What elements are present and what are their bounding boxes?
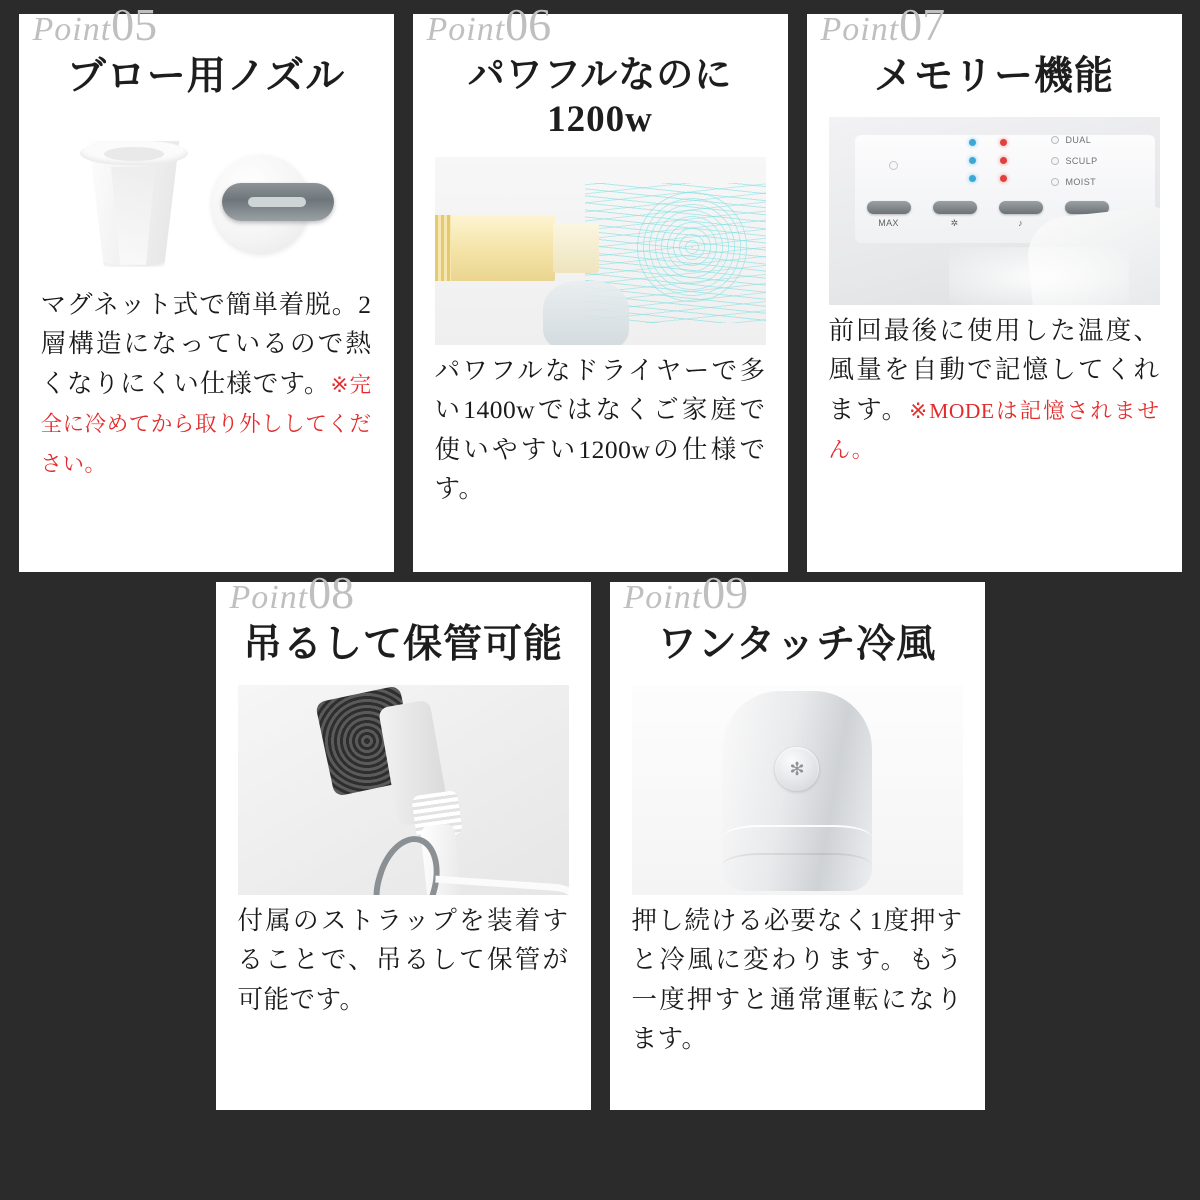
card-body-text bbox=[41, 285, 372, 483]
cool-shot-button-photo bbox=[632, 685, 963, 895]
point-prefix: Point bbox=[623, 579, 703, 616]
mode-dot-icon bbox=[1051, 136, 1059, 144]
dryer-nozzle-tip bbox=[553, 223, 599, 273]
feature-row-bottom bbox=[0, 567, 1200, 1110]
point-label-09 bbox=[624, 566, 749, 619]
led-column-fan bbox=[969, 139, 976, 182]
mode-dot-icon bbox=[1051, 157, 1059, 165]
airflow-photo bbox=[435, 157, 766, 345]
card-body-main: 押し続ける必要なく1度押すと冷風に変わります。もう一度押すと通常運転になります。 bbox=[631, 905, 963, 1054]
mode-dot-icon bbox=[1051, 178, 1059, 186]
card-body-note: ※MODEは記憶されません。 bbox=[828, 398, 1160, 463]
point-label-06 bbox=[427, 0, 552, 51]
feature-row-top bbox=[0, 0, 1200, 572]
body-seam-line bbox=[722, 853, 872, 879]
card-body-main: 前回最後に使用した温度、風量を自動で記憶してくれます。 bbox=[828, 315, 1160, 424]
blow-nozzle-illustration bbox=[41, 125, 372, 285]
point-label-05 bbox=[33, 0, 158, 51]
feature-card-point-05 bbox=[19, 0, 394, 572]
button-label: ♪ bbox=[1018, 218, 1023, 229]
dryer-body-shape bbox=[435, 215, 555, 281]
point-number: 07 bbox=[899, 0, 946, 50]
button-shape bbox=[933, 201, 977, 214]
button-label: MAX bbox=[878, 218, 899, 229]
led-blue bbox=[969, 139, 976, 146]
card-body-text bbox=[632, 901, 963, 1059]
dryer-grill-shape bbox=[435, 215, 451, 281]
mode-label: DUAL bbox=[1065, 134, 1092, 145]
nozzle-icon bbox=[74, 141, 194, 269]
mode-indicator-list bbox=[1051, 135, 1098, 187]
card-body-note: ※完全に冷めてから取り外ししてください。 bbox=[40, 372, 372, 476]
feature-card-point-09 bbox=[610, 567, 985, 1110]
mode-row-dual bbox=[1051, 135, 1098, 145]
card-headline-line1: パワフルなのに bbox=[467, 55, 733, 96]
led-blue bbox=[969, 157, 976, 164]
feature-card-point-07 bbox=[807, 0, 1182, 572]
led-red bbox=[1000, 175, 1007, 182]
card-headline: 吊るして保管可能 bbox=[242, 623, 563, 666]
mode-row-sculp bbox=[1051, 156, 1098, 166]
hanging-strap-photo bbox=[238, 685, 569, 895]
card-body-main: マグネット式で簡単着脱。2層構造になっているので熱くなりにくい仕様です。 bbox=[40, 289, 372, 398]
point-number: 05 bbox=[111, 0, 158, 50]
point-prefix: Point bbox=[820, 11, 900, 48]
card-headline: メモリー機能 bbox=[873, 55, 1114, 98]
card-headline: ワンタッチ冷風 bbox=[657, 623, 937, 666]
led-column-heat bbox=[1000, 139, 1007, 182]
panel-button-max bbox=[867, 201, 911, 228]
airflow-swirl bbox=[636, 191, 748, 303]
card-body-main: 付属のストラップを装着することで、吊るして保管が可能です。 bbox=[237, 905, 569, 1014]
point-prefix: Point bbox=[426, 11, 506, 48]
feature-card-point-06 bbox=[413, 0, 788, 572]
card-body-text bbox=[829, 311, 1160, 469]
mode-label: MOIST bbox=[1065, 176, 1096, 187]
mode-row-moist bbox=[1051, 177, 1098, 187]
power-cord-shape bbox=[432, 875, 568, 895]
power-indicator-dot bbox=[889, 161, 898, 170]
cool-shot-button[interactable] bbox=[775, 747, 819, 791]
led-red bbox=[1000, 139, 1007, 146]
panel-button-cool bbox=[933, 201, 977, 229]
led-red bbox=[1000, 157, 1007, 164]
led-blue bbox=[969, 175, 976, 182]
button-shape bbox=[999, 201, 1043, 214]
card-body-text bbox=[238, 901, 569, 1020]
point-prefix: Point bbox=[32, 11, 112, 48]
point-number: 09 bbox=[702, 567, 749, 618]
button-shape bbox=[867, 201, 911, 214]
panel-button-sound bbox=[999, 201, 1043, 228]
point-prefix: Point bbox=[229, 579, 309, 616]
card-body-main: パワフルなドライヤーで多い1400wではなくご家庭で使いやすい1200wの仕様です。 bbox=[434, 355, 766, 504]
mode-label: SCULP bbox=[1065, 155, 1098, 166]
highlight-gloss bbox=[949, 247, 1129, 305]
point-label-08 bbox=[230, 566, 355, 619]
snowflake-icon: ✻ bbox=[789, 758, 805, 779]
card-headline: ブロー用ノズル bbox=[66, 55, 346, 98]
point-number: 06 bbox=[505, 0, 552, 50]
button-label: ✲ bbox=[950, 217, 959, 228]
led-indicator-group bbox=[969, 139, 1007, 182]
feature-card-point-08 bbox=[216, 567, 591, 1110]
point-label-07 bbox=[821, 0, 946, 51]
magnet-attachment-icon bbox=[208, 149, 338, 261]
control-panel-photo bbox=[829, 117, 1160, 305]
hand-shape bbox=[543, 281, 629, 345]
body-seam-line bbox=[722, 825, 872, 851]
card-body-text bbox=[435, 351, 766, 509]
point-number: 08 bbox=[308, 567, 355, 618]
card-headline-line2: 1200w bbox=[547, 99, 653, 141]
